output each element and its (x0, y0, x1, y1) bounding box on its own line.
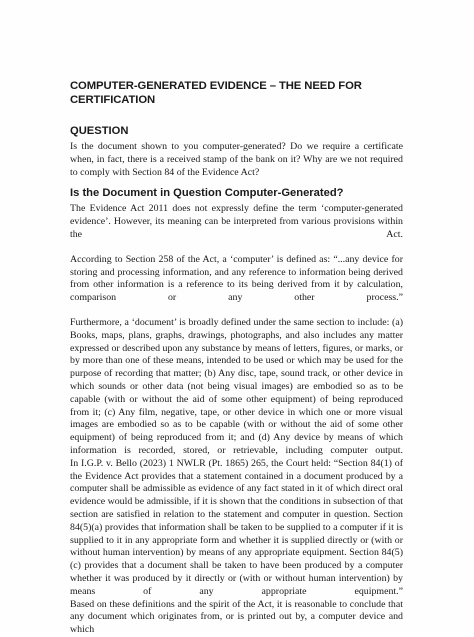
paragraph-definition-intro: The Evidence Act 2011 does not expressly define the term ‘computer-generated evidence’. However, its meaning can be interpreted from various provisions within the Act. (70, 203, 403, 240)
document-body (70, 79, 403, 637)
question-heading: QUESTION (70, 125, 129, 137)
question-paragraph: Is the document shown to you computer-generated? Do we require a certificate when, in fact, there is a received stamp of the bank on it? Why are we not required to comply with Section 84 of the Evidence Act? (70, 141, 403, 178)
paragraph-document-definition: Furthermore, a ‘document’ is broadly defined under the same section to include: (a) Books, maps, plans, graphs, drawings, photographs, and also includes any matter expressed or described upon any substance by means of letters, figures, or marks, or by more than one of these means, intended to be used or which may be used for the purpose of recording that matter; (b) Any disc, tape, sound track, or other device in which sounds or other data (not being visual images) are embodied so as to be capable (with or without the aid of some other equipment) of being reproduced from it; (c) Any film, negative, tape, or other device in which one or more visual images are embodied so as to be capable (with or without the aid of some other equipment) of being reproduced from it; and (d) Any device by means of which information is recorded, stored, or retrievable, including computer output. (70, 316, 403, 456)
document-title: COMPUTER-GENERATED EVIDENCE – THE NEED FOR CERTIFICATION (70, 80, 362, 106)
paragraph-case-law: In I.G.P. v. Bello (2023) 1 NWLR (Pt. 1865) 265, the Court held: “Section 84(1) of the Evidence Act provides that a statement contained in a document produced by a computer shall be admissible as evidence of any fact stated in it of which direct oral evidence would be admissible, if it is shown that the conditions in subsection of that section are satisfied in relation to the statement and computer in question. Section 84(5)(a) provides that information shall be taken to be supplied to a computer if it is supplied to it in any appropriate form and whether it is supplied directly or (with or without human intervention) by means of any appropriate equipment. Section 84(5)(c) provides that a document shall be taken to have been produced by a computer whether it was produced by it directly or (with or without human intervention) by means of any appropriate equipment.” (70, 457, 403, 597)
paragraph-computer-definition: According to Section 258 of the Act, a ‘computer’ is defined as: “...any device for storing and processing information, and any reference to information being derived from other information is a reference to its being derived from it by calculation, comparison or any other process.” (70, 253, 403, 304)
section-heading: Is the Document in Question Computer-Generated? (70, 187, 344, 200)
paragraph-conclusion: Based on these definitions and the spirit of the Act, it is reasonable to conclude that any document which originates from, or is printed out by, a computer device and which (70, 598, 403, 636)
